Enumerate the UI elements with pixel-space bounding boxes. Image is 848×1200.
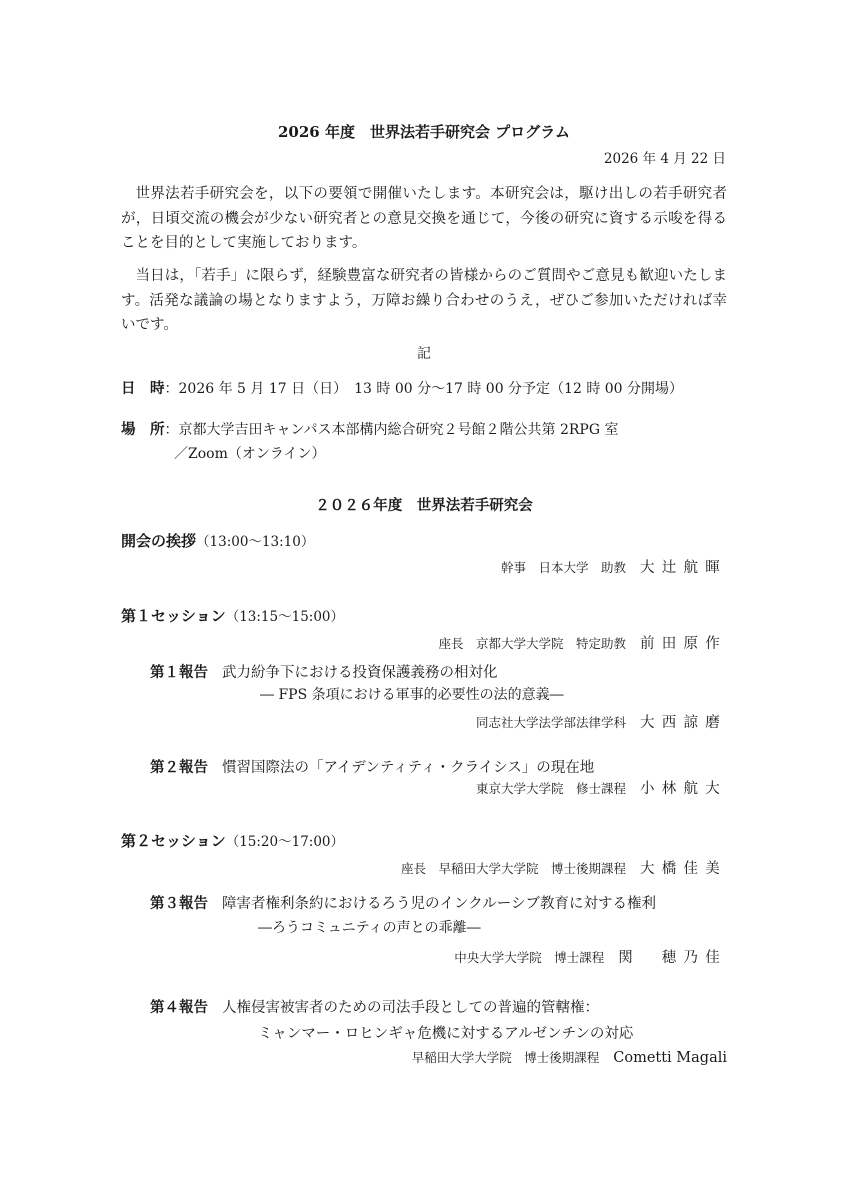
report2-presenter	[476, 777, 727, 798]
opening-title: 開会の挨拶	[121, 532, 197, 550]
report2-label: 第２報告	[150, 760, 208, 776]
intro-paragraph-2: 当日は，「若手」に限らず，経験豊富な研究者の皆様からのご質問やご意見も歓迎いたします。活発な議論の場となりますよう，万障お繰り合わせのうえ，ぜひご参加いただければ幸いです。	[121, 268, 727, 333]
report3-name: 関 穂乃佳	[618, 950, 727, 966]
session1-chair-name: 前田原作	[640, 636, 727, 652]
session1-heading	[121, 605, 344, 626]
report4-presenter	[412, 1048, 727, 1066]
report1-label: 第１報告	[150, 665, 208, 681]
opening-speaker	[501, 556, 727, 577]
report1-presenter	[476, 711, 727, 732]
place-value-2: ／Zoom（オンライン）	[174, 446, 326, 462]
place-label: 場 所	[121, 422, 165, 438]
opening-speaker-affil: 幹事 日本大学 助教	[500, 560, 626, 575]
report4-subtitle: ミャンマー・ロヒンギャ危機に対するアルゼンチンの対応	[258, 1026, 634, 1042]
session1-title: 第１セッション	[121, 607, 226, 625]
report2-affil: 東京大学大学院 修士課程	[475, 781, 626, 796]
report4-title: 人権侵害被害者のための司法手段としての普遍的管轄権：	[222, 1000, 599, 1016]
session1-time: （13:15～15:00）	[225, 609, 345, 625]
report3-affil: 中央大学大学院 博士課程	[454, 950, 605, 965]
intro-paragraph-1: 世界法若手研究会を，以下の要領で開催いたします。本研究会は，駆け出しの若手研究者が，日頃交流の機会が少ない研究者との意見交換を通じて，今後の研究に資する示唆を得ることを目的として実施しております。	[121, 186, 727, 251]
report4-affil: 早稲田大学大学院 博士後期課程	[411, 1050, 600, 1065]
datetime-value: ：2026 年 5 月 17 日（日） 13 時 00 分～17 時 00 分予定（12 時 00 分開場）	[164, 381, 684, 397]
report3-subtitle: ―ろうコミュニティの声との乖離―	[258, 920, 481, 936]
report2-heading	[150, 756, 594, 777]
report4-label: 第４報告	[150, 1000, 208, 1016]
report4-name: Cometti Magali	[613, 1050, 727, 1066]
page-title: 2026 年度 世界法若手研究会 プログラム	[277, 123, 571, 141]
report2-title: 慣習国際法の「アイデンティティ・クライシス」の現在地	[222, 760, 595, 776]
report3-title: 障害者権利条約におけるろう児のインクルーシブ教育に対する権利	[222, 896, 656, 912]
session2-chair-name: 大橋佳美	[640, 861, 727, 877]
program-heading: ２０２６年度 世界法若手研究会	[315, 498, 533, 514]
report1-subtitle: ― FPS 条項における軍事的必要性の法的意義―	[260, 687, 564, 703]
session2-title: 第２セッション	[121, 832, 226, 850]
report4-heading	[150, 996, 599, 1017]
report2-name: 小林航大	[640, 781, 727, 797]
datetime-row	[121, 377, 683, 398]
report1-title: 武力紛争下における投資保護義務の相対化	[222, 665, 498, 681]
session1-chair	[438, 632, 727, 653]
report3-presenter	[454, 946, 727, 967]
report3-heading	[150, 892, 656, 913]
session2-time: （15:20～17:00）	[225, 834, 345, 850]
report3-label: 第３報告	[150, 896, 208, 912]
place-row	[121, 418, 618, 439]
report1-name: 大西諒磨	[640, 715, 727, 731]
opening-heading	[121, 530, 314, 551]
report1-heading	[150, 661, 498, 682]
issue-date: 2026 年 4 月 22 日	[603, 151, 726, 167]
place-value: ：京都大学吉田キャンパス本部構内総合研究２号館２階公共第 2RPG 室	[164, 422, 619, 438]
ki-mark: 記	[417, 346, 431, 362]
datetime-label: 日 時	[121, 381, 165, 397]
session2-chair-affil: 座長 早稲田大学大学院 博士後期課程	[400, 861, 626, 876]
session2-heading	[121, 830, 344, 851]
report1-affil: 同志社大学法学部法律学科	[475, 715, 626, 730]
opening-speaker-name: 大辻航暉	[640, 560, 727, 576]
session1-chair-affil: 座長 京都大学大学院 特定助教	[438, 636, 626, 651]
session2-chair	[401, 857, 727, 878]
opening-time: （13:00～13:10）	[196, 534, 315, 550]
